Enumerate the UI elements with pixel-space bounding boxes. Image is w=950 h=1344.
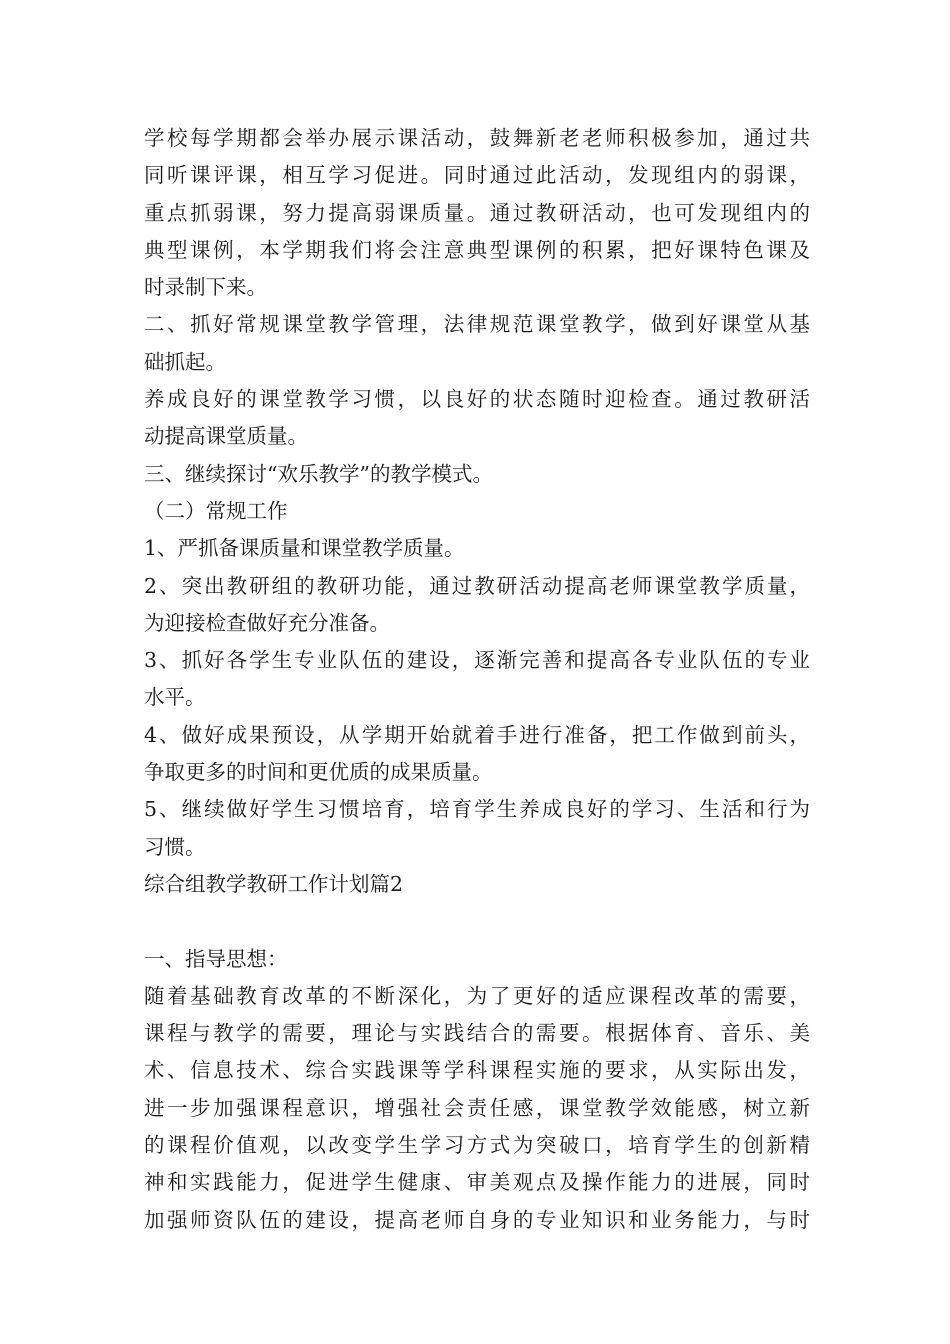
- list-item: 5、继续做好学生习惯培育，培育学生养成良好的学习、生活和行为: [144, 797, 810, 822]
- section-heading-1: 一、指导思想：: [144, 946, 288, 971]
- text-line: 的课程价值观，以改变学生学习方式为突破口，培育学生的创新精: [144, 1133, 810, 1158]
- text-line: 重点抓弱课，努力提高弱课质量。通过教研活动，也可发现组内的: [144, 200, 810, 225]
- section-heading-3: 三、继续探讨“欢乐教学”的教学模式。: [144, 461, 493, 486]
- text-line: 习惯。: [144, 834, 206, 859]
- text-line: 神和实践能力，促进学生健康、审美观点及操作能力的进展，同时: [144, 1170, 810, 1195]
- text-line: 为迎接检查做好充分准备。: [144, 610, 390, 635]
- text-line: 典型课例，本学期我们将会注意典型课例的积累，把好课特色课及: [144, 237, 810, 262]
- document-title: 综合组教学教研工作计划篇2: [144, 871, 404, 896]
- text-line: 争取更多的时间和更优质的成果质量。: [144, 760, 493, 785]
- text-line: 时录制下来。: [144, 275, 267, 300]
- text-line: 水平。: [144, 685, 206, 710]
- list-item: 4、做好成果预设，从学期开始就着手进行准备，把工作做到前头，: [144, 722, 810, 747]
- list-item: 1、严抓备课质量和课堂教学质量。: [144, 536, 465, 561]
- text-line: 加强师资队伍的建设，提高老师自身的专业知识和业务能力，与时: [144, 1207, 810, 1232]
- document-body: [144, 120, 810, 1239]
- text-line: 随着基础教育改革的不断深化，为了更好的适应课程改革的需要，: [144, 983, 810, 1008]
- text-line: 课程与教学的需要，理论与实践结合的需要。根据体育、音乐、美: [144, 1021, 810, 1046]
- list-item: 2、突出教研组的教研功能，通过教研活动提高老师课堂教学质量，: [144, 573, 810, 598]
- text-line: 养成良好的课堂教学习惯，以良好的状态随时迎检查。通过教研活: [144, 387, 810, 412]
- text-line: 同听课评课，相互学习促进。同时通过此活动，发现组内的弱课，: [144, 163, 810, 188]
- text-line: 动提高课堂质量。: [144, 424, 308, 449]
- blank-line: [144, 903, 810, 940]
- text-line: 术、信息技术、综合实践课等学科课程实施的要求，从实际出发，: [144, 1058, 810, 1083]
- text-line: 础抓起。: [144, 349, 226, 374]
- list-item: 3、抓好各学生专业队伍的建设，逐渐完善和提高各专业队伍的专业: [144, 648, 810, 673]
- subsection-heading: （二）常规工作: [144, 498, 288, 523]
- section-heading-2: 二、抓好常规课堂教学管理，法律规范课堂教学，做到好课堂从基: [144, 312, 810, 337]
- text-line: 进一步加强课程意识，增强社会责任感，课堂教学效能感，树立新: [144, 1095, 810, 1120]
- text-line: 学校每学期都会举办展示课活动，鼓舞新老老师积极参加，通过共: [144, 126, 810, 150]
